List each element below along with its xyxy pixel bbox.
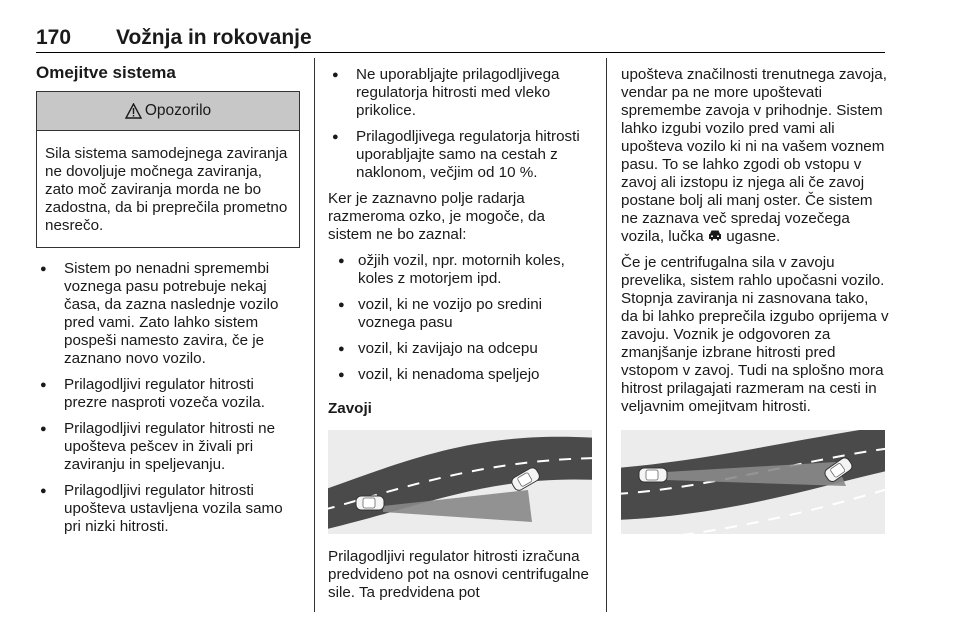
section-title: Omejitve sistema (36, 63, 176, 82)
bullet-list (36, 260, 300, 536)
list-item: ● vozil, ki ne vozijo po sredini voznega pasu (328, 296, 592, 332)
list-item: ● Ne uporabljajte prilagodljivega regulatorja hitrosti med vleko prikolice. (328, 66, 592, 120)
paragraph: Če je centrifugalna sila v zavoju prevelika, sistem rahlo upočasni vozilo. Stopnja zaviranja ni zasnovana tako, da bi lahko preprečila izgubo oprijema v zavoju. Voznik je odgovoren za zmanjšanje izbrane hitrosti pred vstopom v zavoj. Tudi na splošno mora hitrost prilagajati razmeram na cesti in veljavnim omejitvam hitrosti. (621, 254, 889, 415)
paragraph: Prilagodljivi regulator hitrosti izračuna predvideno pot na osnovi centrifugalne sile. Ta predvidena pot (328, 548, 589, 601)
page-number: 170 (36, 26, 72, 49)
subheading: Zavoji (328, 400, 372, 417)
bullet-list (328, 252, 592, 384)
car-front-indicator-icon (708, 229, 722, 241)
paragraph: Ker je zaznavno polje radarja razmeroma ozko, je mogoče, da sistem ne bo zaznal: (328, 190, 545, 243)
paragraph-text: ugasne. (726, 228, 781, 245)
list-item: ● Prilagodljivi regulator hitrosti ne upošteva pešcev in živali pri zaviranju in speljevanju. (36, 420, 300, 474)
paragraph (621, 66, 889, 246)
column-divider (314, 58, 315, 612)
chapter-title: Vožnja in rokovanje (116, 26, 312, 49)
column-3 (621, 66, 889, 534)
curve-illustration-1 (328, 430, 592, 534)
list-item: ● Prilagodljivi regulator hitrosti prezre nasproti vozeča vozila. (36, 376, 300, 412)
list-item: ● ožjih vozil, npr. motornih koles, koles z motorjem ipd. (328, 252, 592, 288)
list-item: ● Prilagodljivi regulator hitrosti upošteva ustavljena vozila samo pri nizki hitrosti. (36, 482, 300, 536)
paragraph-text: upošteva značilnosti trenutnega zavoja, vendar pa ne more upoštevati spremembe zavoja v prihodnje. Sistem lahko izgubi vozilo pred vami ali upošteva vozilo ki ni na vašem voznem pasu. To se lahko zgodi ob vstopu v zavoj ali izstopu iz njega ali če zavoj postane bolj ali manj oster. Če sistem ne zaznava več spredaj vozečega vozila, lučka (621, 66, 887, 245)
list-item: ● Sistem po nenadni spremembi voznega pasu potrebuje nekaj časa, da zazna naslednje vozilo pred vami. Zato lahko sistem pospeši namesto zavira, če je zaznano novo vozilo. (36, 260, 300, 368)
list-item: ● vozil, ki zavijajo na odcepu (328, 340, 592, 358)
column-1 (36, 64, 300, 544)
page-header (36, 26, 885, 53)
warning-triangle-icon (125, 103, 142, 119)
column-2 (328, 66, 592, 610)
bullet-list (328, 66, 592, 182)
warning-text: Sila sistema samodejnega zaviranja ne dovoljuje močnega zaviranja, zato moč zaviranja morda ne bo zadostna, da bi preprečila prometno nesrečo. (45, 145, 288, 234)
warning-title: Opozorilo (144, 102, 212, 119)
warning-box (36, 91, 300, 248)
curve-illustration-2 (621, 430, 885, 534)
column-divider (606, 58, 607, 612)
list-item: ● vozil, ki nenadoma speljejo (328, 366, 592, 384)
list-item: ● Prilagodljivega regulatorja hitrosti uporabljajte samo na cestah z naklonom, večjim od 10 %. (328, 128, 592, 182)
warning-header (37, 92, 299, 131)
